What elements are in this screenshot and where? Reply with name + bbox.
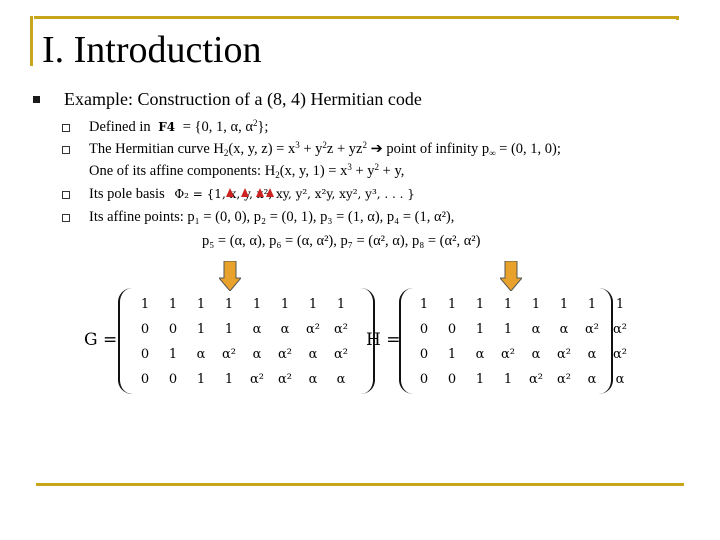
matrix-cell: 1 <box>419 297 429 312</box>
matrix-cell: α² <box>557 372 571 387</box>
matrix-cell: 1 <box>475 372 485 387</box>
line-defined-in: Defined in F4 = {0, 1, α, $\alpha^2$}; <box>89 118 269 135</box>
matrix-cell: 0 <box>168 322 178 337</box>
matrix-cell: 1 <box>336 297 346 312</box>
matrix-cell: 1 <box>168 347 178 362</box>
matrix-cell: 0 <box>140 347 150 362</box>
matrix-cell: 0 <box>140 322 150 337</box>
sub-bullet-icon <box>62 191 70 199</box>
matrix-cell: 1 <box>308 297 318 312</box>
matrix-cell: α² <box>613 322 627 337</box>
pole-basis-set: Φ₂ = {1, x, y, x², xy, y², x²y, xy², y³, . . . } <box>174 187 415 201</box>
arrow-right-icon: ➔ <box>370 141 383 157</box>
matrix-cell: α² <box>585 322 599 337</box>
bottom-rule <box>36 483 684 486</box>
matrix-cell: α <box>308 372 318 387</box>
line-affine-points-cont: p₅ = (α, α), p₆ = (α, α²), p₇ = (α², α), p₈ = (α², α²) <box>202 233 481 249</box>
matrix-cell: α² <box>557 347 571 362</box>
matrix-cell: α <box>587 347 597 362</box>
matrix-cell: α <box>252 322 262 337</box>
matrix-cell: 0 <box>140 372 150 387</box>
main-bullet-icon <box>33 96 40 103</box>
matrix-h-label: H = <box>366 330 401 350</box>
matrix-cell: 0 <box>447 322 457 337</box>
matrix-cell: α <box>475 347 485 362</box>
matrix-cell: α <box>308 347 318 362</box>
matrix-cell: 1 <box>615 297 625 312</box>
matrix-cell: α² <box>334 322 348 337</box>
matrix-cell: 1 <box>140 297 150 312</box>
line-affine-points: Its affine points: p₁ = (0, 0), p₂ = (0, 1), p₃ = (1, α), p₄ = (1, α²), <box>89 209 455 225</box>
matrix-cell: 1 <box>531 297 541 312</box>
matrix-row <box>131 317 355 342</box>
marker-triangle-icon <box>256 188 264 197</box>
frame-top-rule <box>34 16 678 19</box>
matrix-cell: α <box>615 372 625 387</box>
matrix-cell: 0 <box>447 372 457 387</box>
matrix-cell: 1 <box>503 297 513 312</box>
matrix-cell: 0 <box>419 347 429 362</box>
matrix-cell: α <box>336 372 346 387</box>
matrix-cell: 1 <box>559 297 569 312</box>
frame-left-rule <box>30 16 33 66</box>
matrix-cell: 1 <box>587 297 597 312</box>
matrix-cell: α <box>280 322 290 337</box>
matrix-cell: 1 <box>475 322 485 337</box>
matrix-cell: 1 <box>224 372 234 387</box>
matrix-row <box>131 342 355 367</box>
matrix-cell: 1 <box>196 297 206 312</box>
matrix-cell: 1 <box>252 297 262 312</box>
matrix-cell: α² <box>250 372 264 387</box>
matrix-cell: 1 <box>503 372 513 387</box>
frame-top-rule-end <box>676 16 679 20</box>
matrix-row <box>131 367 355 392</box>
down-arrow-icon <box>500 261 522 291</box>
matrix-cell: α <box>196 347 206 362</box>
matrix-cell: α² <box>334 347 348 362</box>
matrix-row <box>131 292 355 317</box>
matrix-cell: 1 <box>475 297 485 312</box>
matrix-cell: 0 <box>168 372 178 387</box>
sub-bullet-icon <box>62 146 70 154</box>
matrix-cell: α² <box>278 372 292 387</box>
matrix-g <box>131 292 355 392</box>
matrix-h-right-paren <box>597 288 613 394</box>
matrix-cell: α <box>531 347 541 362</box>
matrix-cell: 1 <box>503 322 513 337</box>
example-heading: Example: Construction of a (8, 4) Hermitian code <box>64 89 422 109</box>
marker-triangle-icon <box>241 188 249 197</box>
matrix-cell: 1 <box>224 322 234 337</box>
marker-triangle-icon <box>266 188 274 197</box>
sub-bullet-icon <box>62 124 70 132</box>
down-arrow-icon <box>219 261 241 291</box>
field-symbol: F4 <box>158 120 176 134</box>
matrix-cell: α <box>531 322 541 337</box>
matrix-cell: 1 <box>224 297 234 312</box>
matrix-cell: α <box>559 322 569 337</box>
matrix-cell: 1 <box>196 372 206 387</box>
matrix-cell: α² <box>278 347 292 362</box>
matrix-cell: 1 <box>447 347 457 362</box>
matrix-cell: 1 <box>168 297 178 312</box>
line-pole-basis: Its pole basis Φ₂ = {1, x, y, x², xy, y², x²y, xy², y³, . . . } <box>89 186 415 202</box>
matrix-cell: α <box>587 372 597 387</box>
marker-triangle-icon <box>226 188 234 197</box>
matrix-cell: 0 <box>419 322 429 337</box>
sub-bullet-icon <box>62 214 70 222</box>
matrix-cell: α² <box>222 347 236 362</box>
line-affine-component: One of its affine components: $H_2(x$, y, $1) = x^3 + y^2 + y$, <box>89 162 405 180</box>
matrix-cell: α² <box>529 372 543 387</box>
matrix-cell: 1 <box>196 322 206 337</box>
matrix-cell: α² <box>501 347 515 362</box>
matrix-g-label: G = <box>84 330 118 350</box>
line-hermitian-curve: The Hermitian curve $H_2(x$, y, $z) = x^3 + y^2z + yz^2$ ➔ point of infinity $p_\infty = (0$, 1, 0); <box>89 140 561 158</box>
matrix-cell: 0 <box>419 372 429 387</box>
slide-title: I. Introduction <box>42 29 262 71</box>
matrix-cell: 1 <box>447 297 457 312</box>
matrix-cell: α <box>252 347 262 362</box>
matrix-cell: α² <box>613 347 627 362</box>
matrix-cell: 1 <box>280 297 290 312</box>
matrix-cell: α² <box>306 322 320 337</box>
